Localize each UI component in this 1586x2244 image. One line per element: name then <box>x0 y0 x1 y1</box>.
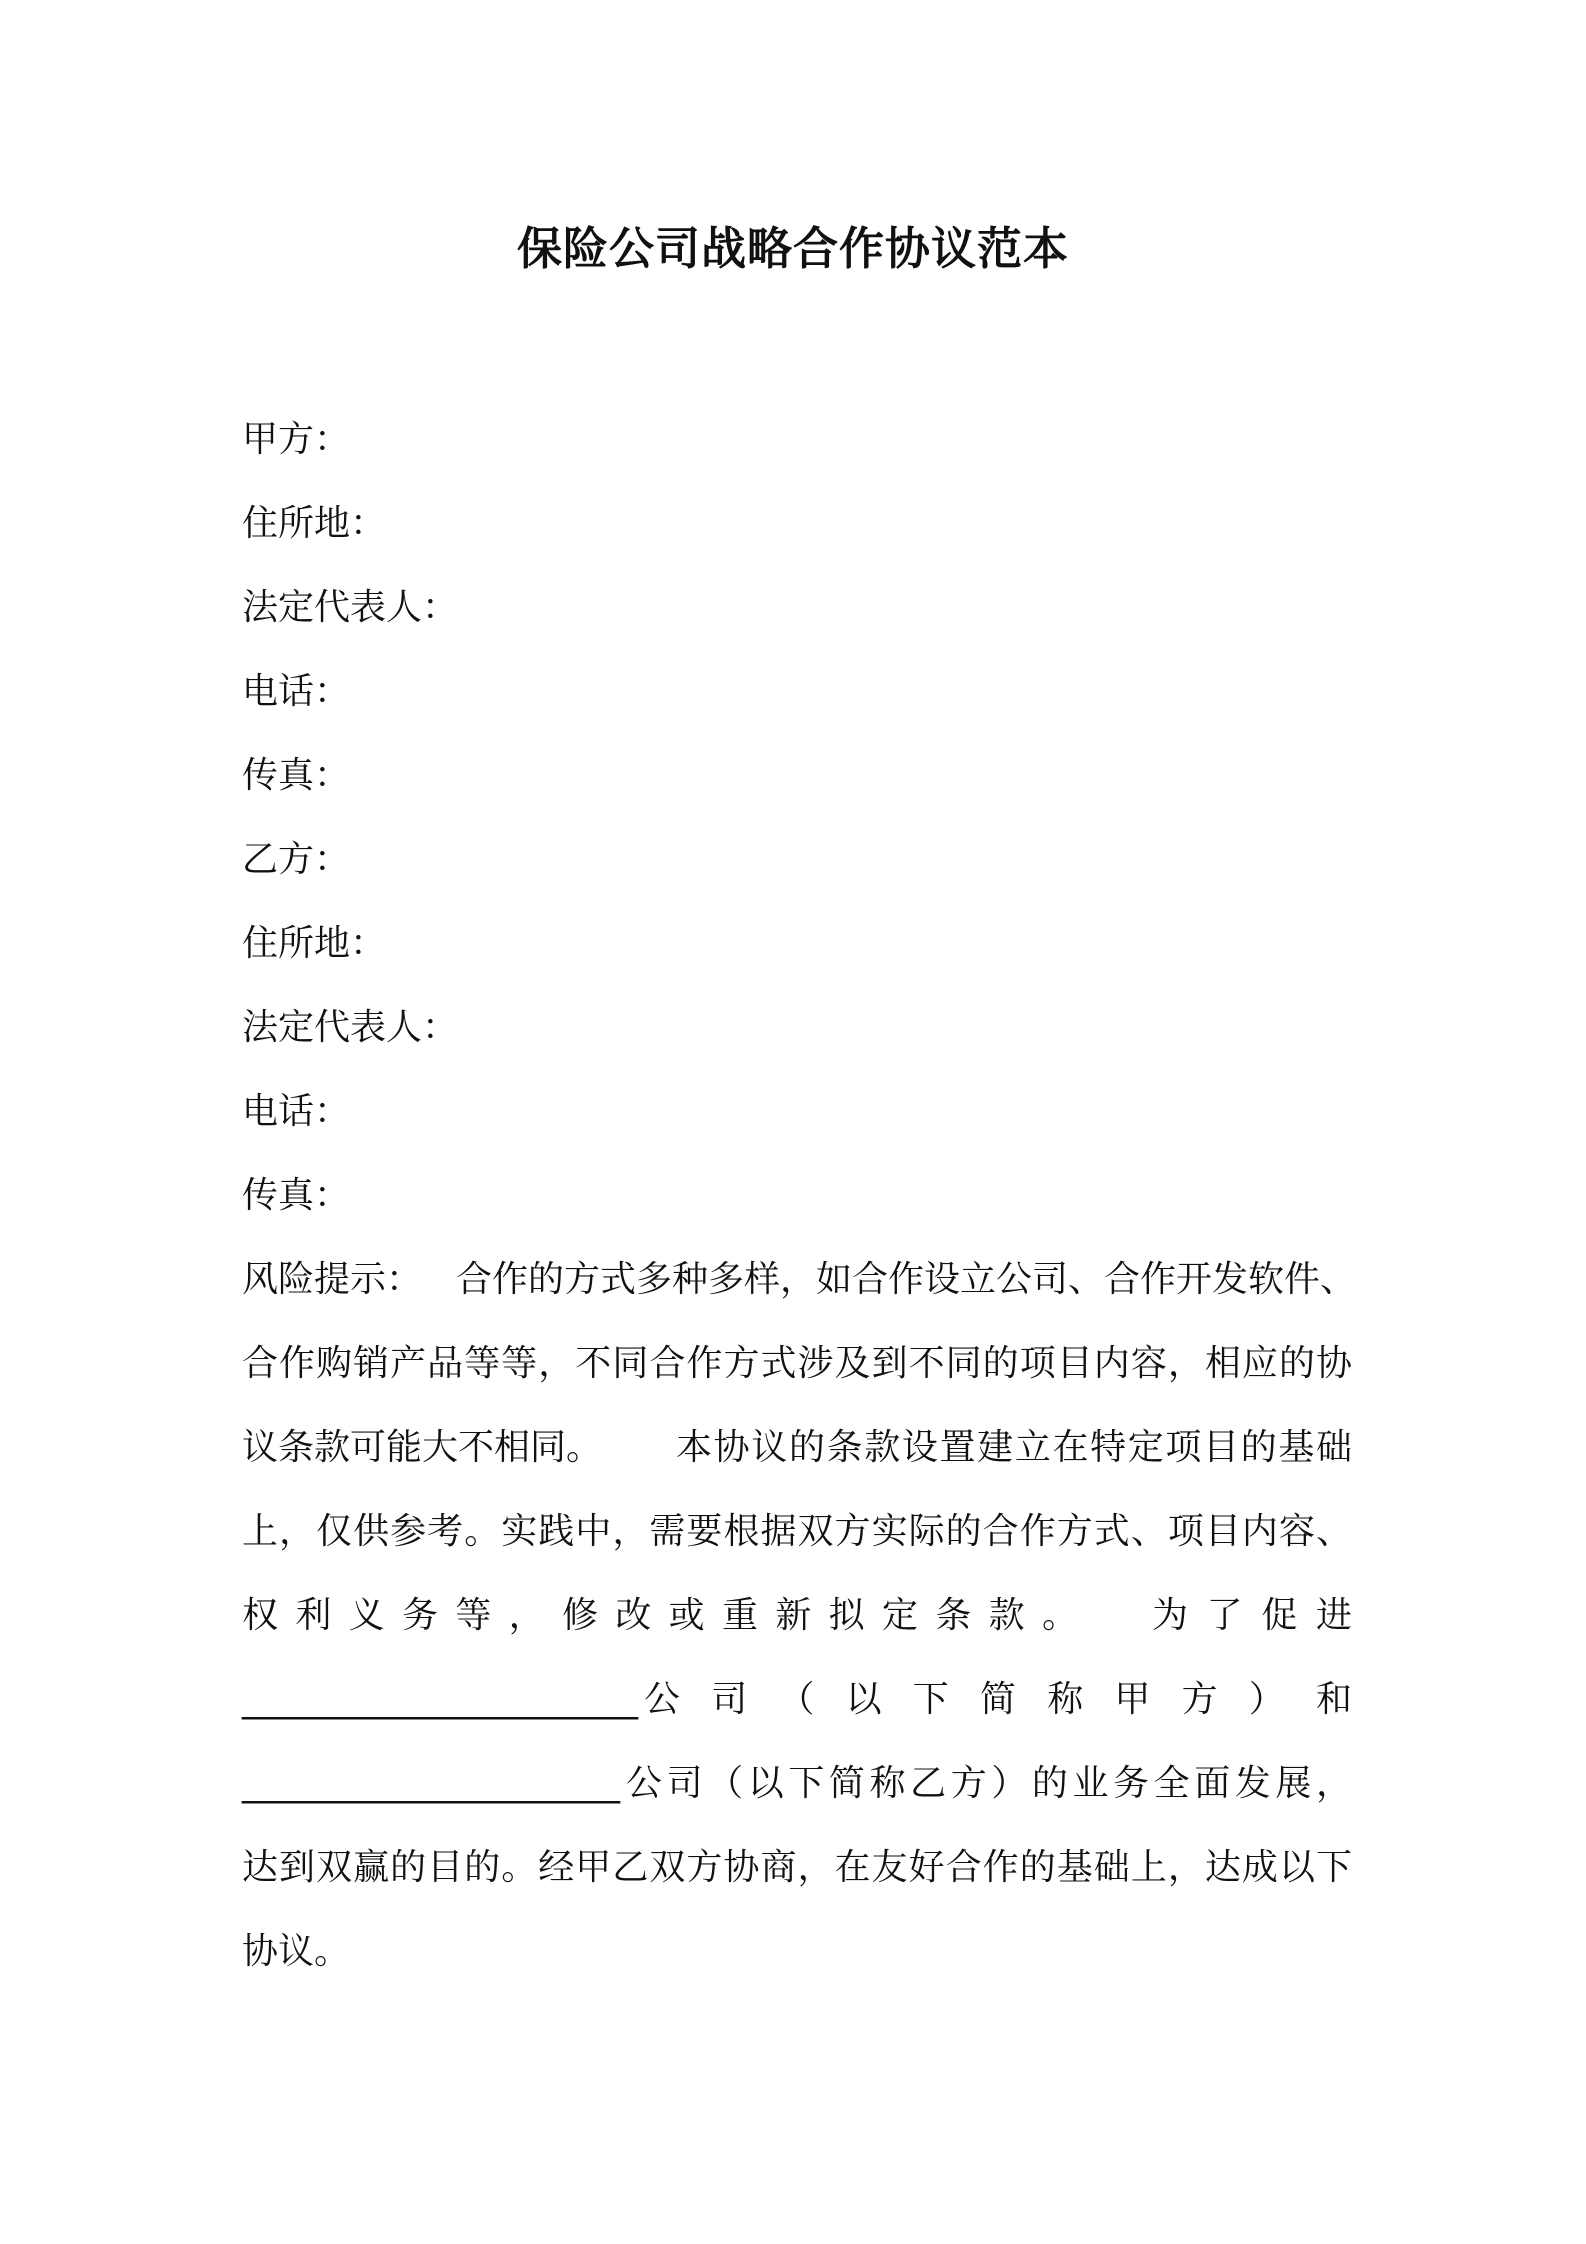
party-b-label: 乙方： <box>242 839 351 880</box>
risk-notice-text-3a: 议条款可能大不相同。 <box>242 1427 603 1468</box>
risk-notice-text-5a: 权利义务等，修改或重新拟定条款。 <box>242 1595 1078 1636</box>
purpose-line-4: 协议。 <box>242 1931 351 1972</box>
purpose-company-b-text: 公司（以下简称乙方）的业务全面发展， <box>626 1763 1352 1804</box>
party-b-fax-label: 传真： <box>242 1175 351 1216</box>
risk-notice-text-4: 上，仅供参考。实践中，需要根据双方实际的合作方式、项目内容、 <box>242 1511 1352 1552</box>
purpose-text-3: 达到双赢的目的。经甲乙双方协商，在友好合作的基础上，达成以下 <box>242 1847 1352 1888</box>
purpose-line-1 <box>242 1658 1352 1742</box>
document-title: 保险公司战略合作协议范本 <box>516 222 1069 275</box>
party-a-fax-label: 传真： <box>242 755 351 796</box>
purpose-line-2 <box>242 1742 1352 1826</box>
party-a-phone-label: 电话： <box>242 671 351 712</box>
risk-notice-line-2 <box>242 1322 1352 1406</box>
risk-notice-heading: 风险提示： <box>242 1259 423 1300</box>
risk-notice-line-4 <box>242 1490 1352 1574</box>
party-b-company-blank[interactable]: _____________________ <box>242 1763 620 1804</box>
purpose-company-a-text: 公司（以下简称甲方）和 <box>644 1679 1352 1720</box>
risk-notice-line-3 <box>242 1406 1352 1490</box>
risk-notice-text-3b: 本协议的条款设置建立在特定项目的基础 <box>676 1427 1352 1468</box>
party-a-company-blank[interactable]: ______________________ <box>242 1679 638 1720</box>
risk-notice-text-1: 合作的方式多种多样，如合作设立公司、合作开发软件、 <box>456 1259 1357 1300</box>
party-b-address-label: 住所地： <box>242 923 387 964</box>
risk-notice-text-2: 合作购销产品等等，不同合作方式涉及到不同的项目内容，相应的协 <box>242 1343 1352 1384</box>
party-b-phone-label: 电话： <box>242 1091 351 1132</box>
document-body <box>242 398 1357 1994</box>
party-b-representative-label: 法定代表人： <box>242 1007 459 1048</box>
purpose-intro: 为了促进 <box>1152 1595 1352 1636</box>
party-a-address-label: 住所地： <box>242 503 387 544</box>
purpose-line-3 <box>242 1826 1352 1910</box>
party-a-representative-label: 法定代表人： <box>242 587 459 628</box>
risk-notice-line-1 <box>242 1238 1357 1322</box>
risk-notice-line-5 <box>242 1574 1352 1658</box>
party-a-label: 甲方： <box>242 419 351 460</box>
